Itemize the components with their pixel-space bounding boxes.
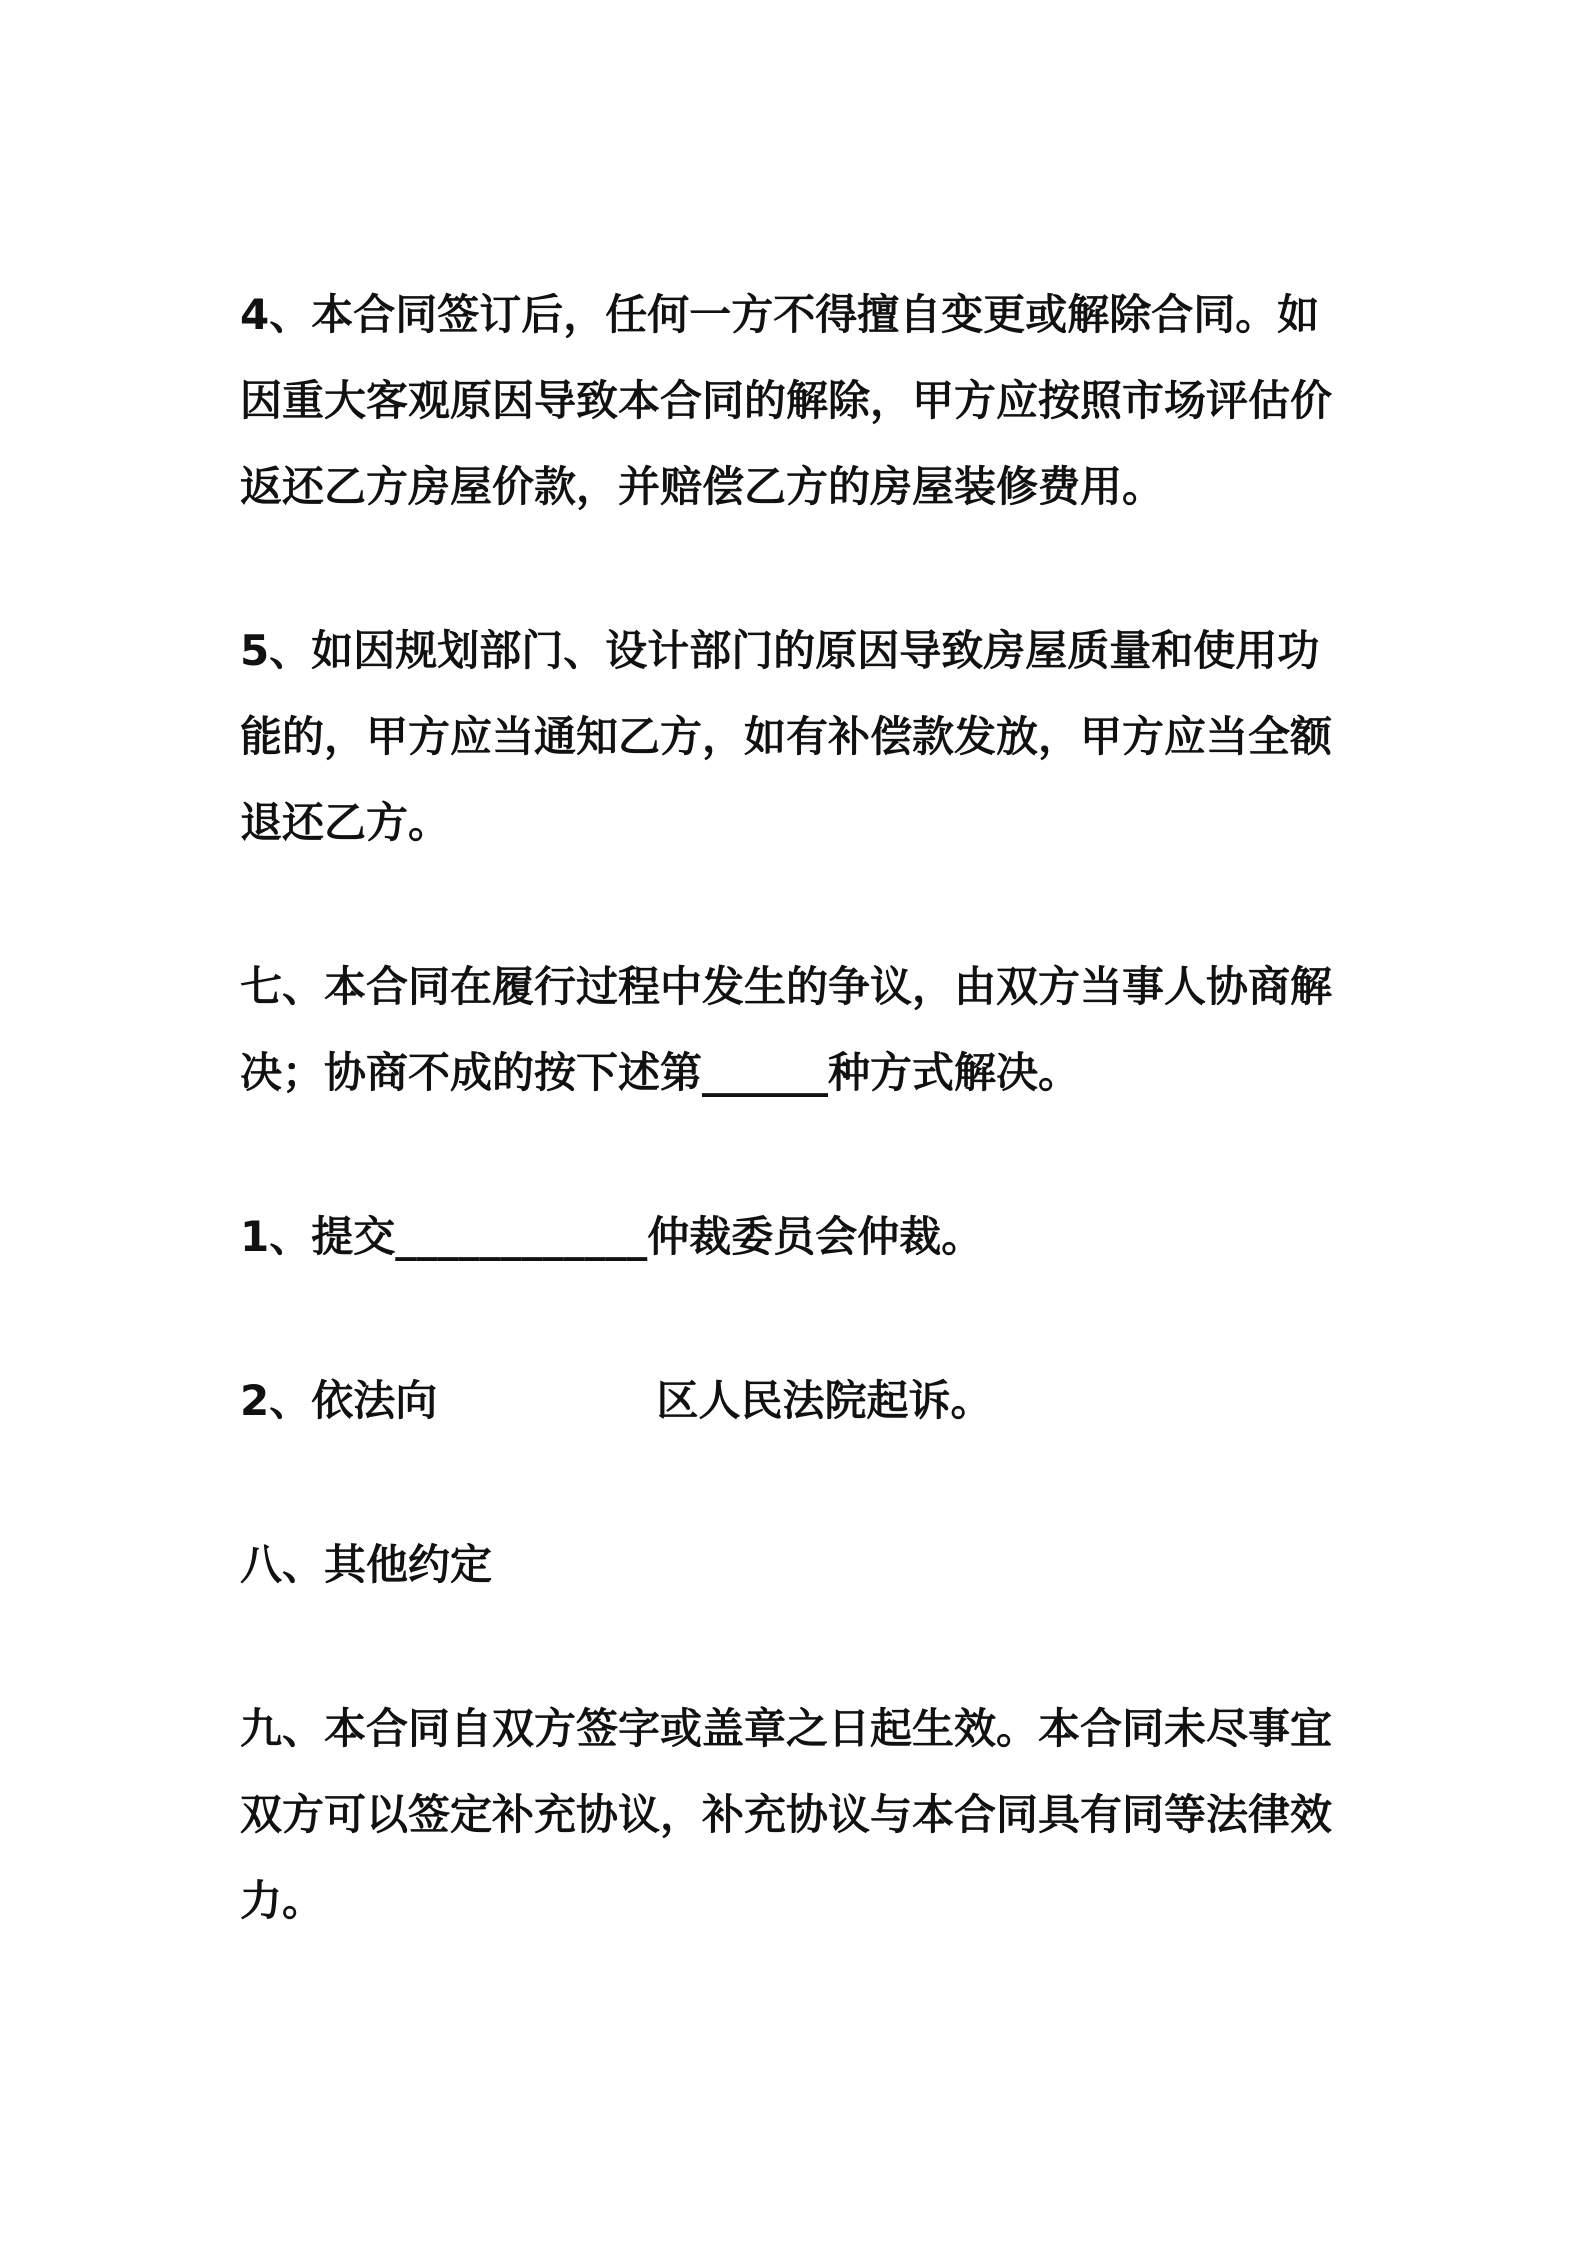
document-body: [240, 272, 1360, 2022]
clause-7-dispute: 七、本合同在履行过程中发生的争议，由双方当事人协商解决；协商不成的按下述第______种方式解决。: [240, 962, 1333, 1097]
clause-5: 5、如因规划部门、设计部门的原因导致房屋质量和使用功能的，甲方应当通知乙方，如有补偿款发放，甲方应当全额退还乙方。: [240, 626, 1333, 847]
clause-8-other: 八、其他约定: [240, 1540, 493, 1589]
clause-9-effective: 九、本合同自双方签字或盖章之日起生效。本合同未尽事宜双方可以签定补充协议，补充协议与本合同具有同等法律效力。: [240, 1704, 1333, 1925]
clause-4: 4、本合同签订后，任何一方不得擅自变更或解除合同。如因重大客观原因导致本合同的解除，甲方应按照市场评估价返还乙方房屋价款，并赔偿乙方的房屋装修费用。: [240, 290, 1333, 511]
dispute-option-2: 2、依法向 区人民法院起诉。: [240, 1376, 993, 1425]
dispute-option-1: 1、提交____________仲裁委员会仲裁。: [240, 1212, 984, 1261]
